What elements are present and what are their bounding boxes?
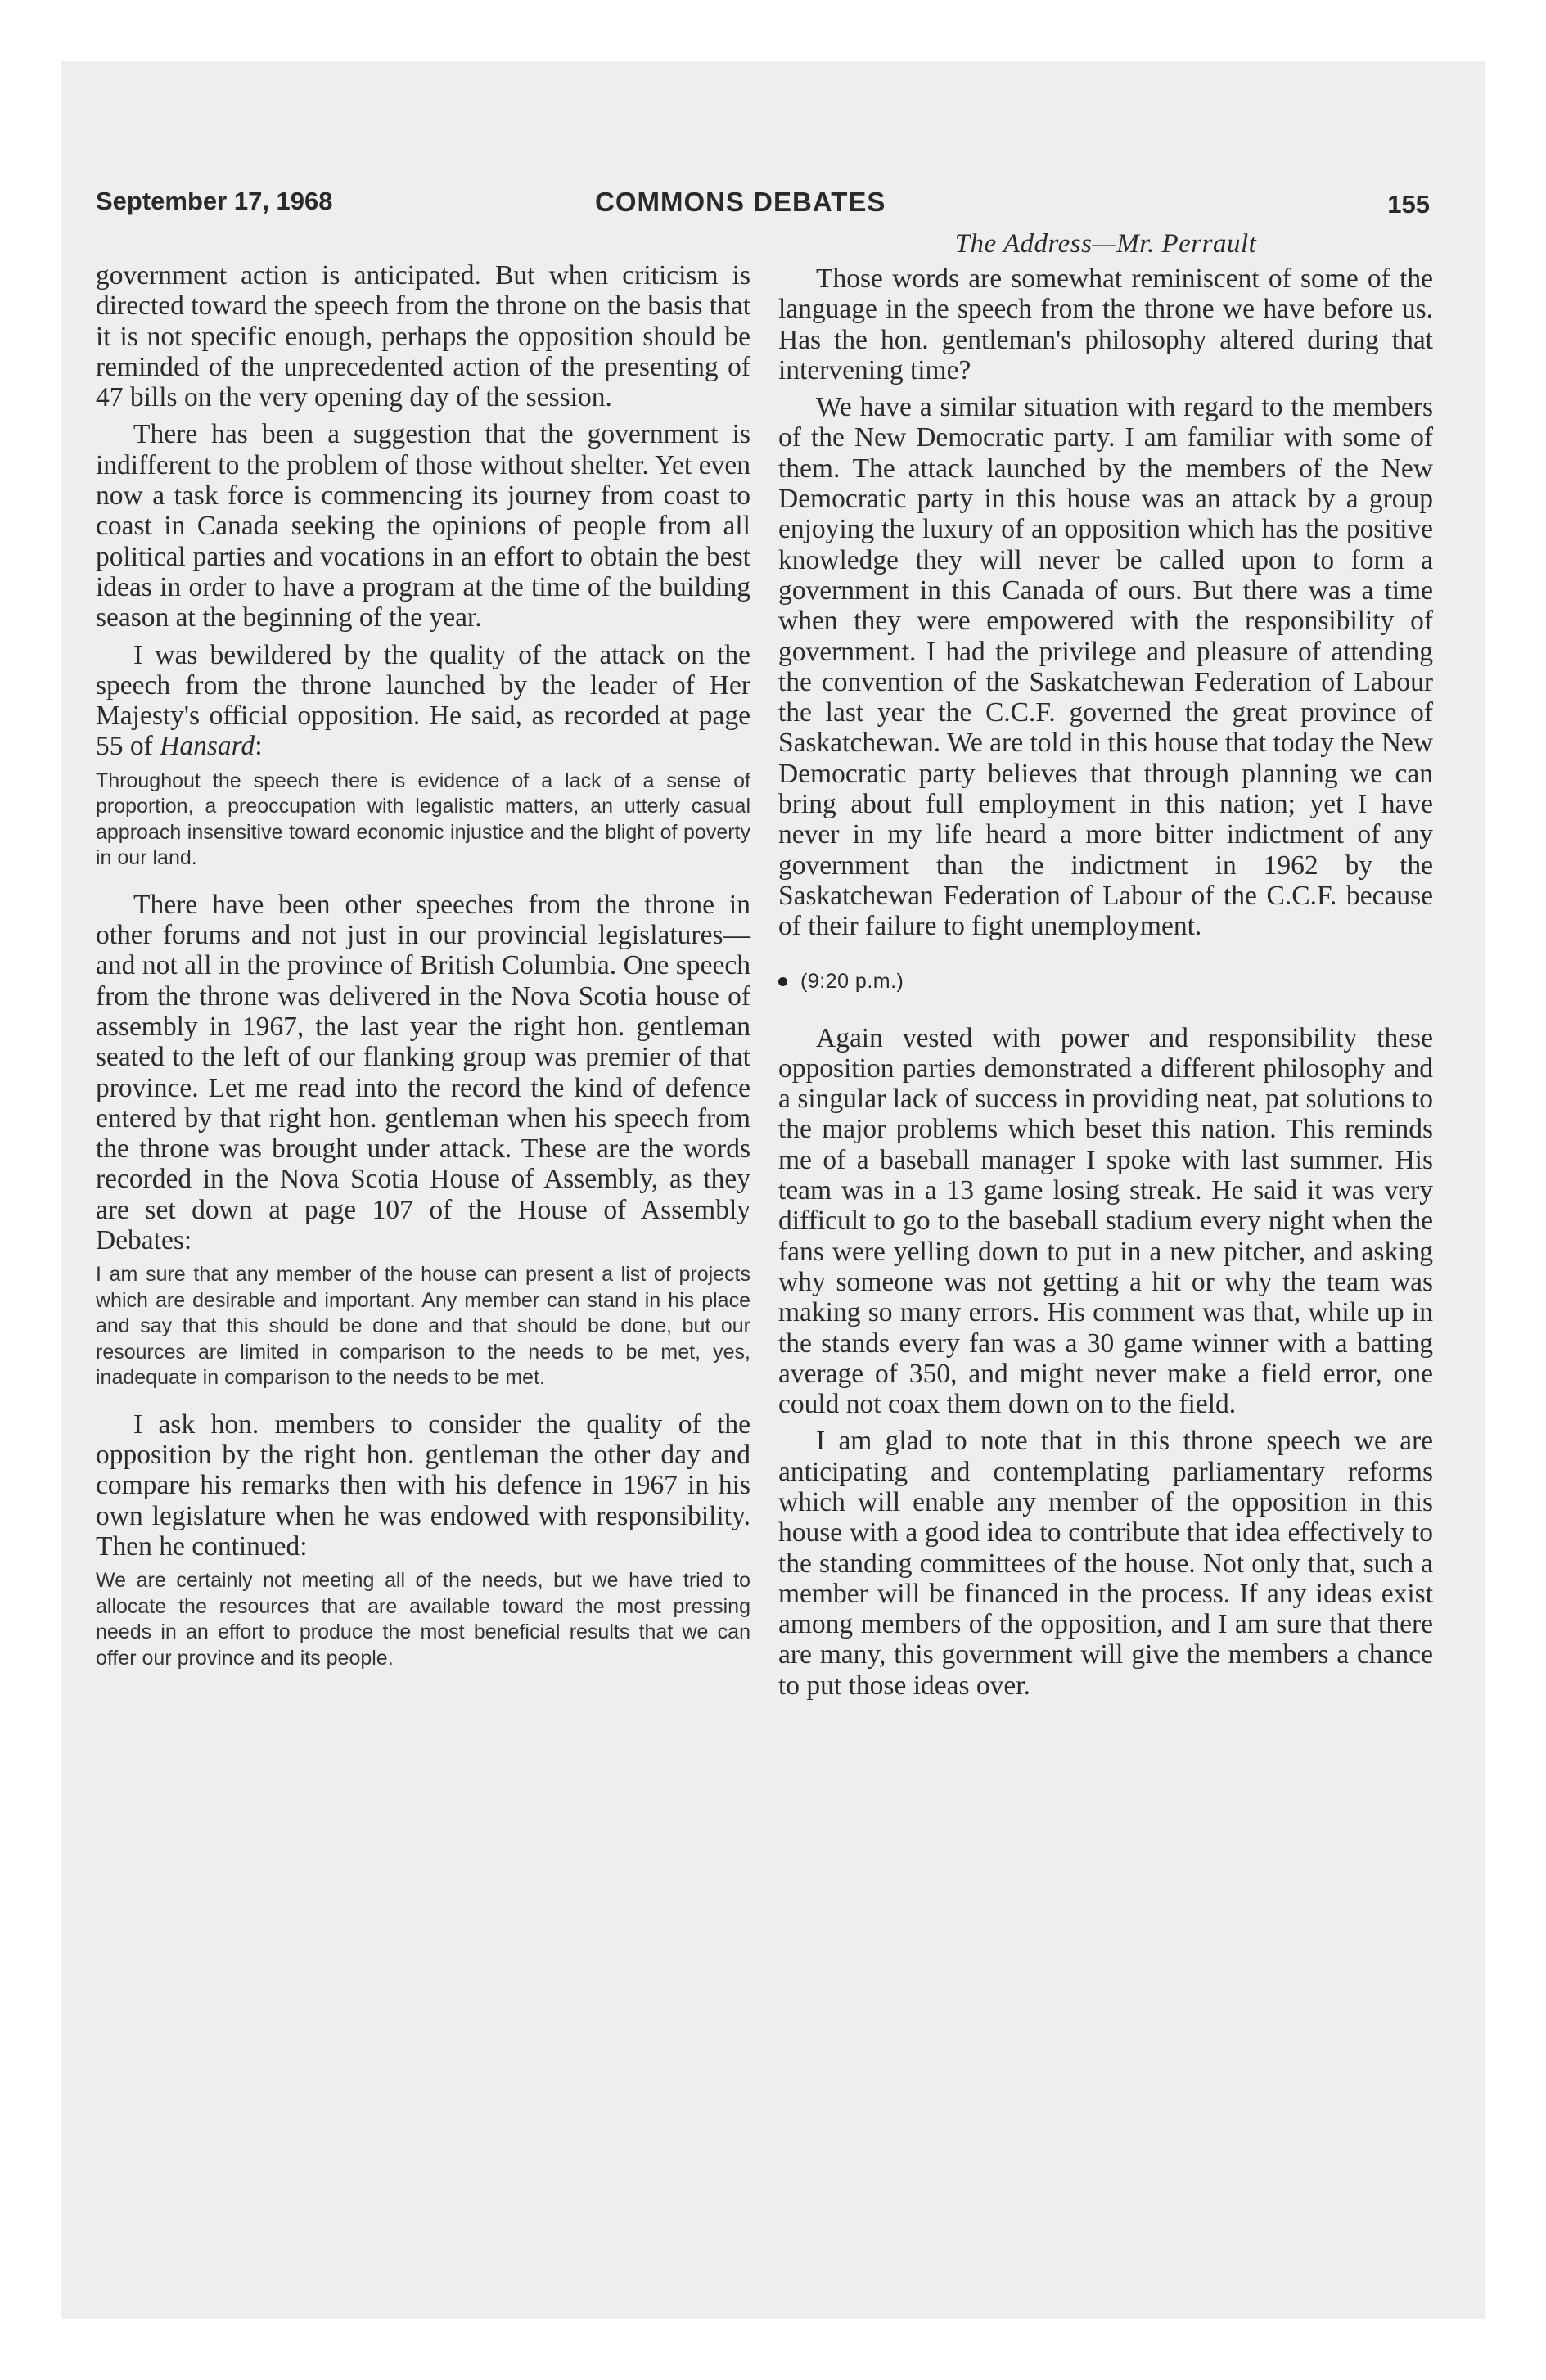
- paragraph-text: I was bewildered by the quality of the attack on the speech from the throne launched by the leader of Her Majesty's official opposition. He said, as recorded at page 55 of: [96, 639, 750, 762]
- paragraph-text: :: [255, 731, 263, 762]
- header-date: September 17, 1968: [96, 187, 333, 215]
- left-column: [96, 260, 750, 1689]
- paragraph: I ask hon. members to consider the quality of the opposition by the right hon. gentleman the other day and compare his remarks then with his defence in 1967 in his own legislature when he was endowed with responsibility. Then he continued:: [96, 1409, 750, 1562]
- paragraph: [96, 640, 750, 762]
- block-quote: We are certainly not meeting all of the needs, but we have tried to allocate the resources that are available toward the most pressing needs in an effort to produce the most beneficial results that we can offer our province and its people.: [96, 1569, 750, 1670]
- block-quote: Throughout the speech there is evidence of a lack of a sense of proportion, a preoccupation with legalistic matters, an utterly casual approach insensitive toward economic injustice and the blight of poverty in our land.: [96, 769, 750, 870]
- paragraph: Those words are somewhat reminiscent of some of the language in the speech from the throne we have before us. Has the hon. gentleman's philosophy altered during that intervening time?: [778, 264, 1433, 385]
- right-column: [778, 226, 1433, 1707]
- header-title: COMMONS DEBATES: [595, 187, 886, 217]
- paragraph: I am glad to note that in this throne speech we are anticipating and contemplating parliamentary reforms which will enable any member of the opposition in this house with a good idea to contribute that idea effectively to the standing committees of the house. Not only that, such a member will be financed in the process. If any ideas exist among members of the opposition, and I am sure that there are many, this government will give the members a chance to put those ideas over.: [778, 1426, 1433, 1701]
- time-marker-text: (9:20 p.m.): [800, 969, 904, 993]
- paragraph: We have a similar situation with regard to the members of the New Democratic party. I am familiar with some of them. The attack launched by the members of the New Democratic party in this house was an attack by a group enjoying the luxury of an opposition which has the positive knowledge they will never be called upon to form a government in this Canada of ours. But there was a time when they were empowered with the responsibility of government. I had the privilege and pleasure of attending the convention of the Saskatchewan Federation of Labour the last year the C.C.F. governed the great province of Saskatchewan. We are told in this house that today the New Democratic party believes that through planning we can bring about full employment in this nation; yet I have never in my life heard a more bitter indictment of any government than the indictment in 1962 by the Saskatchewan Federation of Labour of the C.C.F. because of their failure to fight unemployment.: [778, 392, 1433, 942]
- bullet-icon: [778, 977, 787, 986]
- time-marker: [778, 970, 1433, 994]
- paragraph: There has been a suggestion that the government is indifferent to the problem of those without shelter. Yet even now a task force is commencing its journey from coast to coast in Canada seeking the opinions of people from all political parties and vocations in an effort to obtain the best ideas in order to have a program at the time of the building season at the beginning of the year.: [96, 419, 750, 633]
- running-head: The Address—Mr. Perrault: [954, 229, 1257, 259]
- paragraph: government action is anticipated. But when criticism is directed toward the speech from the throne on the basis that it is not specific enough, perhaps the opposition should be reminded of the unprecedented action of the presenting of 47 bills on the very opening day of the session.: [96, 260, 751, 413]
- paragraph: Again vested with power and responsibility these opposition parties demonstrated a different philosophy and a singular lack of success in providing neat, pat solutions to the major problems which beset this nation. This reminds me of a baseball manager I spoke with last summer. His team was in a 13 game losing streak. He said it was very difficult to go to the baseball stadium every night when the fans were yelling down to put in a new pitcher, and asking why someone was not getting a hit or why the team was making so many errors. His comment was that, while up in the stands every fan was a 30 game winner with a batting average of 350, and might never make a field error, one could not coax them down on to the field.: [778, 1022, 1433, 1420]
- page-number: 155: [1387, 190, 1430, 219]
- hansard-italic: Hansard: [160, 731, 255, 762]
- block-quote: I am sure that any member of the house can present a list of projects which are desirable and important. Any member can stand in his place and say that this should be done and that should be done, but our resources are limited in comparison to the needs to be met, yes, inadequate in comparison to the needs to be met.: [96, 1263, 750, 1390]
- paragraph: There have been other speeches from the throne in other forums and not just in our provincial legislatures—and not all in the province of British Columbia. One speech from the throne was delivered in the Nova Scotia house of assembly in 1967, the last year the right hon. gentleman seated to the left of our flanking group was premier of that province. Let me read into the record the kind of defence entered by that right hon. gentleman when his speech from the throne was brought under attack. These are the words recorded in the Nova Scotia House of Assembly, as they are set down at page 107 of the House of Assembly Debates:: [96, 889, 750, 1256]
